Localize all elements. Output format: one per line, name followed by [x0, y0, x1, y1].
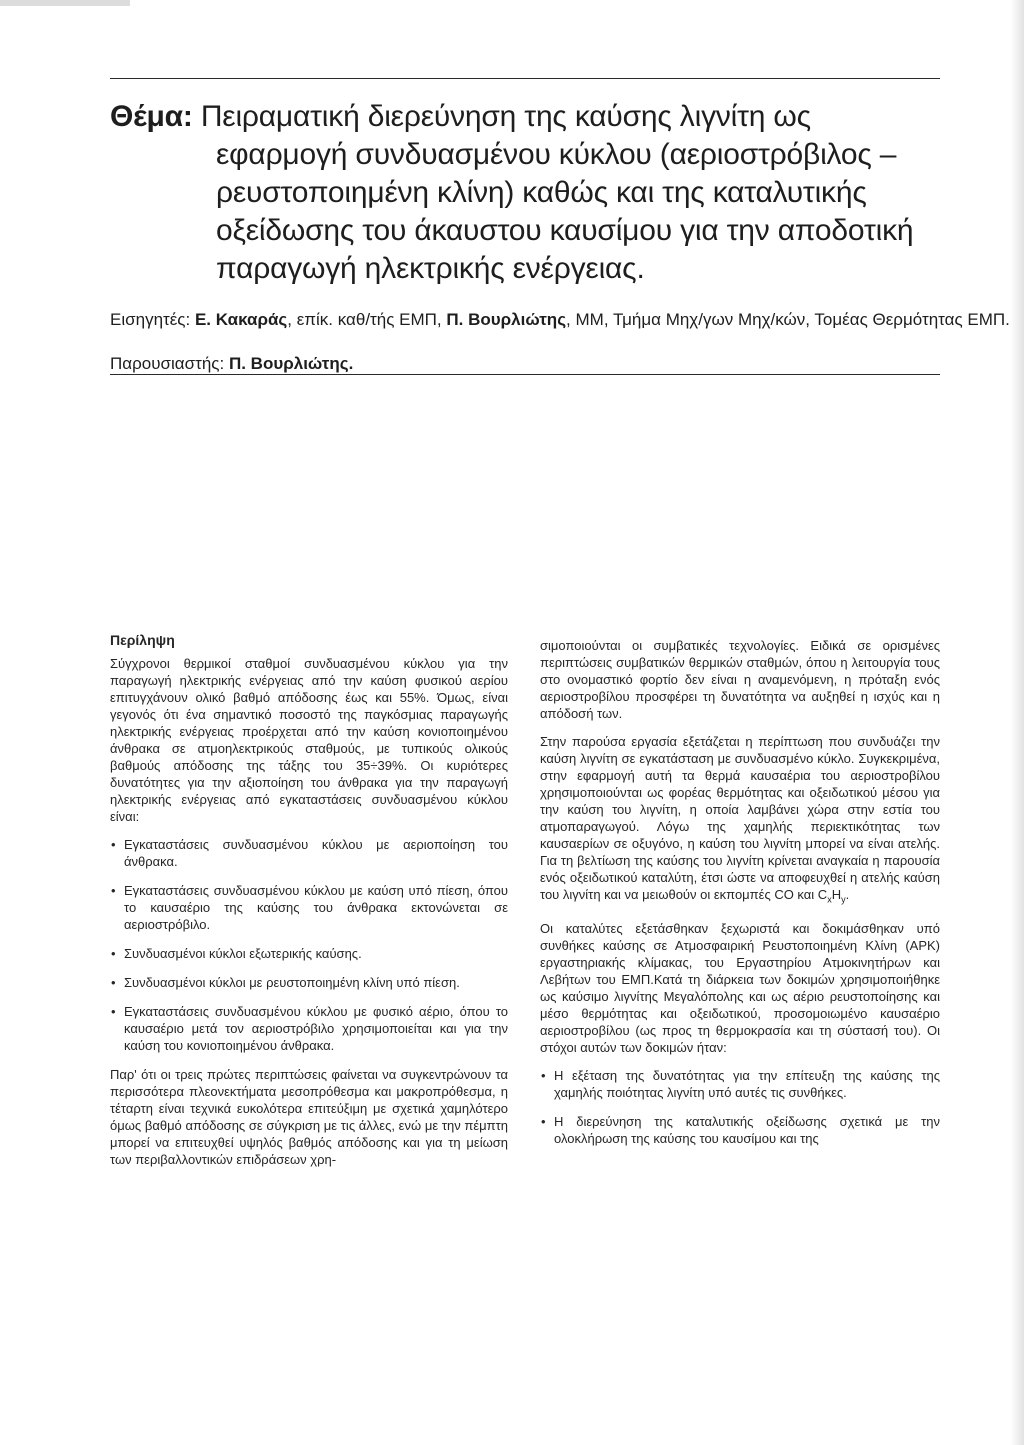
list-item [540, 1067, 940, 1101]
list-item-text: Εγκαταστάσεις συνδυασμένου κύκλου με καύση υπό πίεση, όπου το καυσαέριο της καύσης του άνθρακα εκτονώνεται σε αεριοστρόβιλο. [124, 883, 508, 932]
abstract-heading: Περίληψη [110, 632, 175, 648]
list-item-text: Η διερεύνηση της καταλυτικής οξείδωσης σχετικά με την ολοκλήρωση της καύσης του καυσίμου και της [554, 1113, 940, 1146]
presenter-label: Παρουσιαστής: [110, 354, 225, 373]
formula-sub-y: y [841, 894, 846, 905]
bullet-icon: • [541, 1067, 546, 1083]
author2-role: , ΜΜ, Τμήμα Μηχ/γων Μηχ/κών, Τομέας Θερμότητας ΕΜΠ. [566, 310, 1010, 329]
bullet-icon: • [111, 883, 116, 898]
right-column [540, 637, 940, 1159]
bullet-icon: • [111, 837, 116, 852]
top-rule [110, 78, 940, 79]
bullet-icon: • [541, 1113, 546, 1129]
bullet-icon: • [111, 946, 116, 961]
abstract-paragraph-1: Σύγχρονοι θερμικοί σταθμοί συνδυασμένου κύκλου για την παραγωγή ηλεκτρικής ενέργειας από την καύση φυσικού αερίου επιτυγχάνουν ολικό βαθμό απόδοσης έως και 55%. Όμως, είναι γεγονός ότι ένα σημαντικό ποσοστό της παγκόσμιας παραγωγής ηλεκτρικής ενέργειας προέρχεται από την καύση κονιοποιημένου άνθρακα σε ατμοηλεκτρικούς σταθμούς, με τυπικούς ολικούς βαθμούς απόδοσης της τάξης του 35÷39%. Οι κυριότερες δυνατότητες για την αξιοποίηση του άνθρακα για την παραγωγή ηλεκτρικής ενέργειας από εγκαταστάσεις συνδυασμένου κύκλου είναι: [110, 656, 508, 824]
list-item [110, 945, 508, 962]
article-title [110, 98, 950, 288]
list-item [110, 1003, 508, 1054]
title-label: Θέμα: [110, 100, 193, 133]
list-item-text: Εγκαταστάσεις συνδυασμένου κύκλου με φυσικό αέριο, όπου το καυσαέριο μετά τον αεριοστρόβιλο χρησιμοποιείται και για την καύση του κονιοποιημένου άνθρακα. [124, 1004, 508, 1053]
author1-role: , επίκ. καθ/τής ΕΜΠ, [287, 310, 447, 329]
author2-name: Π. Βουρλιώτης [446, 310, 567, 329]
formula-end: . [845, 887, 850, 902]
author1-name: Ε. Κακαράς [194, 310, 288, 329]
list-item-text: Η εξέταση της δυνατότητας για την επίτευξη της καύσης της χαμηλής ποιότητας λιγνίτη υπό αυτές τις συνθήκες. [554, 1067, 940, 1100]
formula-sub-x: x [827, 894, 832, 905]
right-paragraph-2-text: Στην παρούσα εργασία εξετάζεται η περίπτωση που συνδυάζει την καύση λιγνίτη σε εγκατάσταση με συνδυασμένο κύκλο. Συγκεκριμένα, στην εφαρμογή αυτή τα θερμά καυσαέρια του αεριοστροβίλου χρησιμοποιούνται ως φορέας θερμότητας και οξειδωτικού μέσου για την καύση του λιγνίτη, η οποία λαμβάνει χώρα στην εστία του ατμοπαραγωγού. Λόγω της χαμηλής περιεκτικότητας των καυσαερίων σε οξυγόνο, η καύση του λιγνίτη μπορεί να είναι ατελής. Για τη βελτίωση της καύσης του λιγνίτη κρίνεται αναγκαία η παρουσία ενός οξειδωτικού καταλύτη, έτσι ώστε να αποφευχθεί η ατελής καύση του λιγνίτη και να μειωθούν οι εκπομπές CO και [540, 734, 940, 902]
scan-edge-top [0, 0, 130, 6]
list-item-text: Συνδυασμένοι κύκλοι με ρευστοποιημένη κλίνη υπό πίεση. [124, 975, 460, 990]
bottom-rule [110, 374, 940, 375]
article-header [110, 98, 1010, 376]
bullet-icon: • [111, 1004, 116, 1019]
list-item [110, 836, 508, 870]
bullet-icon: • [111, 975, 116, 990]
left-column [110, 632, 508, 1179]
scan-edge-right [1010, 0, 1024, 1445]
authors-label: Εισηγητές: [110, 310, 191, 329]
list-item-text: Εγκαταστάσεις συνδυασμένου κύκλου με αεριοποίηση του άνθρακα. [124, 837, 508, 869]
objectives-bullet-list [540, 1067, 940, 1147]
right-paragraph-2 [540, 733, 940, 909]
presenter-line [110, 352, 950, 376]
abstract-paragraph-2: Παρ' ότι οι τρεις πρώτες περιπτώσεις φαίνεται να συγκεντρώνουν τα περισσότερα πλεονεκτήματα μεσοπρόθεσμα και μακροπρόθεσμα, η τέταρτη είναι τεχνικά ευκολότερα επιτεύξιμη με σχετικά χαμηλότερο όμως βαθμό απόδοσης σε σύγκριση με τις άλλες, ενώ με την πέμπτη μπορεί να επιτευχθεί υψηλός βαθμός απόδοσης και για τη μείωση των περιβαλλοντικών επιδράσεων χρη- [110, 1067, 508, 1167]
list-item-text: Συνδυασμένοι κύκλοι εξωτερικής καύσης. [124, 946, 362, 961]
formula-c: C [817, 887, 828, 902]
abstract-bullet-list [110, 836, 508, 1054]
formula-h: H [831, 887, 842, 902]
title-text: Πειραματική διερεύνηση της καύσης λιγνίτη ως εφαρμογή συνδυασμένου κύκλου (αεριοστρόβιλος – ρευστοποιημένη κλίνη) καθώς και της καταλυτικής οξείδωσης του άκαυστου καυσίμου για την αποδοτική παραγωγή ηλεκτρικής ενέργειας. [200, 100, 914, 285]
right-paragraph-3: Οι καταλύτες εξετάσθηκαν ξεχωριστά και δοκιμάσθηκαν υπό συνθήκες καύσης σε Ατμοσφαιρική Ρευστοποιημένη Κλίνη (ΑΡΚ) εργαστηριακής κλίμακας, του Εργαστηρίου Ατμοκινητήρων και Λεβήτων του ΕΜΠ.Κατά τη διάρκεια των δοκιμών χρησιμοποιήθηκε ως καύσιμο λιγνίτης Μεγαλόπολης και ως αέριο ρευστοποίησης και μέσο θερμότητας και οξειδωτικού, προσομοιωμένο καυσαέριο αεριοστροβίλου (ως προς τη θερμοκρασία και τη σύστασή του). Οι στόχοι αυτών των δοκιμών ήταν: [540, 920, 940, 1055]
list-item [110, 882, 508, 933]
right-paragraph-1: σιμοποιούνται οι συμβατικές τεχνολογίες. Ειδικά σε ορισμένες περιπτώσεις συμβατικών θερμικών σταθμών, όπου η λειτουργία τους στο ονομαστικό φορτίο δεν είναι η αναμενόμενη, η πρόταξη ενός αεριοστροβίλου προσφέρει τη δυνατότητα να αυξηθεί η ισχύς και η απόδοσή των. [540, 638, 940, 721]
authors-line [110, 308, 1024, 332]
list-item [110, 974, 508, 991]
list-item [540, 1113, 940, 1147]
presenter-name: Π. Βουρλιώτης. [228, 354, 354, 373]
